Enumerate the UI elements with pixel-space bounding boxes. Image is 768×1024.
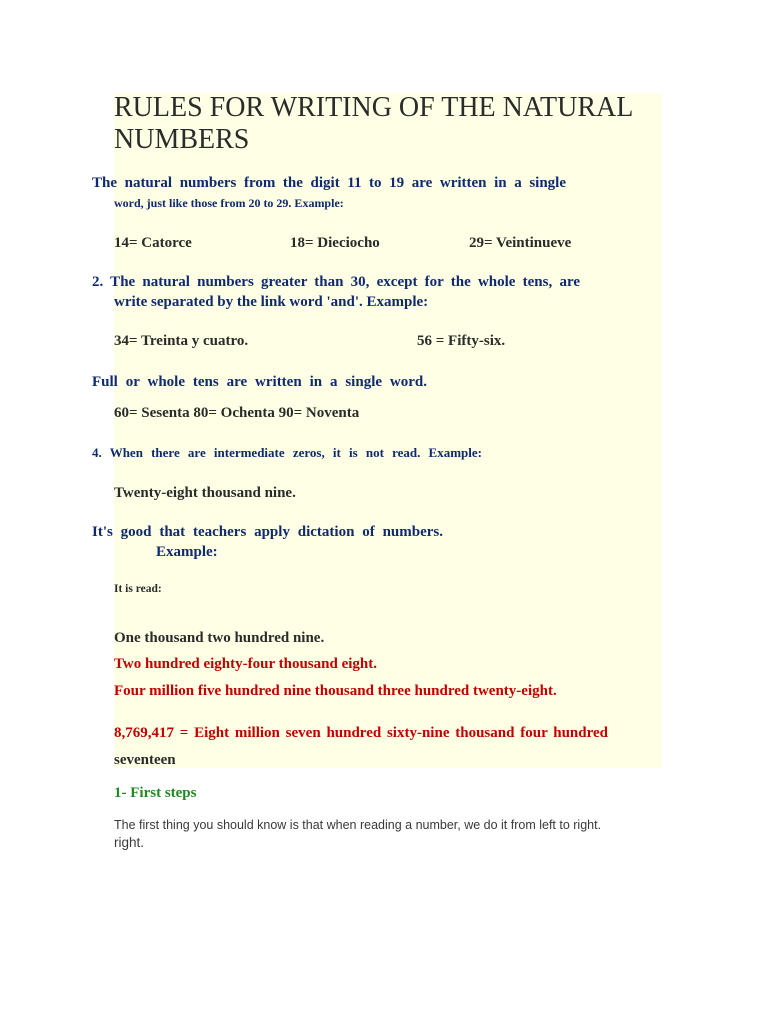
rule4-example: Twenty-eight thousand nine. xyxy=(114,485,296,501)
rule1-example-2: 18= Dieciocho xyxy=(290,235,380,251)
rule2-example-2: 56 = Fifty-six. xyxy=(417,333,506,349)
rule4-line1: 4. When there are intermediate zeros, it is not read. Example: xyxy=(92,445,482,460)
page-title: RULES FOR WRITING OF THE NATURAL NUMBERS xyxy=(114,92,633,155)
rule2-line2: write separated by the link word 'and'. Example: xyxy=(114,294,429,310)
rule2-example-1: 34= Treinta y cuatro. xyxy=(114,333,249,349)
dictation-long-example-line1: 8,769,417 = Eight million seven hundred sixty-nine thousand four hundred xyxy=(114,725,608,741)
section-paragraph-line1: The first thing you should know is that when reading a number, we do it from left to right. xyxy=(114,818,602,832)
rule5-line1: It's good that teachers apply dictation of numbers. xyxy=(92,524,443,540)
rule1-example-1: 14= Catorce xyxy=(114,235,192,251)
rule1-line1: The natural numbers from the digit 11 to 19 are written in a single xyxy=(92,175,566,191)
dictation-example-3: Four million five hundred nine thousand three hundred twenty-eight. xyxy=(114,683,557,699)
dictation-example-1: One thousand two hundred nine. xyxy=(114,630,325,646)
dictation-long-example-line2: seventeen xyxy=(114,752,176,768)
dictation-example-2: Two hundred eighty-four thousand eight. xyxy=(114,656,377,672)
rule5-line2: Example: xyxy=(156,544,218,560)
rule2-line1: 2. The natural numbers greater than 30, except for the whole tens, are xyxy=(92,274,580,290)
read-label: It is read: xyxy=(114,583,162,595)
rule1-line2: word, just like those from 20 to 29. Example: xyxy=(114,196,344,210)
section-paragraph-line2: right. xyxy=(114,835,145,850)
rule3-example: 60= Sesenta 80= Ochenta 90= Noventa xyxy=(114,405,360,421)
section-heading: 1- First steps xyxy=(114,785,197,801)
rule1-example-3: 29= Veintinueve xyxy=(469,235,572,251)
rule3-line1: Full or whole tens are written in a single word. xyxy=(92,374,427,390)
